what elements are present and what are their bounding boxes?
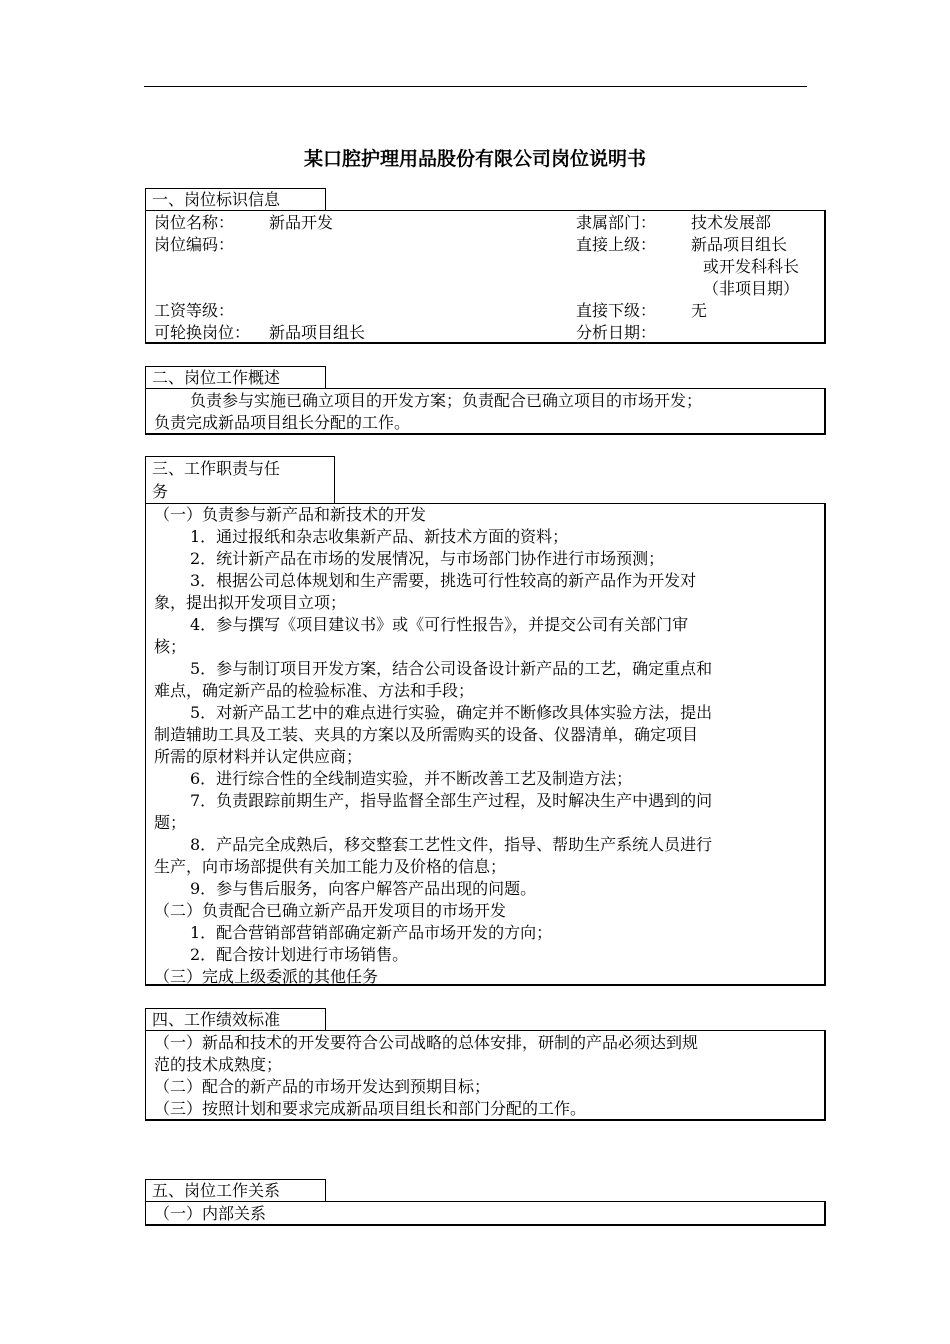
section-3-heading-line-1: 三、工作职责与任: [152, 459, 281, 478]
duty-line: 3．根据公司总体规划和生产需要，挑选可行性较高的新产品作为开发对: [190, 571, 697, 590]
post-name-label: 岗位名称：: [154, 213, 235, 232]
duty-line: 2．统计新产品在市场的发展情况，与市场部门协作进行市场预测；: [190, 549, 665, 568]
duty-line: 生产，向市场部提供有关加工能力及价格的信息；: [154, 857, 507, 876]
section-2-box: [145, 388, 826, 435]
duty-line: 5．对新产品工艺中的难点进行实验，确定并不断修改具体实验方法，提出: [190, 703, 713, 722]
section-3-heading: [145, 456, 335, 504]
duty-line: 题；: [154, 813, 187, 832]
duty-line: 2．配合按计划进行市场销售。: [190, 945, 409, 964]
duty-line: 核；: [154, 637, 187, 656]
rotation-value: 新品项目组长: [269, 323, 366, 342]
duty-line: （二）负责配合已确立新产品开发项目的市场开发: [154, 901, 507, 920]
duty-line: 制造辅助工具及工装、夹具的方案以及所需购买的设备、仪器清单，确定项目: [154, 725, 699, 744]
section-3-heading-line-2: 务: [152, 482, 169, 501]
duty-line: 1．配合营销部营销部确定新产品市场开发的方向；: [190, 923, 553, 942]
overview-line-2: 负责完成新品项目组长分配的工作。: [154, 413, 411, 432]
section-4-box: [145, 1030, 826, 1121]
duty-line: 9．参与售后服务，向客户解答产品出现的问题。: [190, 879, 537, 898]
section-5-heading-text: 五、岗位工作关系: [152, 1181, 281, 1200]
duty-line: 所需的原材料并认定供应商；: [154, 747, 363, 766]
performance-line: （一）新品和技术的开发要符合公司战略的总体安排，研制的产品必须达到规: [154, 1033, 699, 1052]
superior-value-3: （非项目期）: [703, 279, 800, 298]
duty-line: 5．参与制订项目开发方案，结合公司设备设计新产品的工艺，确定重点和: [190, 659, 713, 678]
duties-list: [146, 504, 824, 988]
performance-line: （三）按照计划和要求完成新品项目组长和部门分配的工作。: [154, 1099, 587, 1118]
section-1-heading-text: 一、岗位标识信息: [152, 190, 281, 209]
page-title: 某口腔护理用品股份有限公司岗位说明书: [303, 148, 646, 170]
salary-label: 工资等级：: [154, 301, 235, 320]
subordinate-value: 无: [691, 301, 708, 320]
duty-line: （一）负责参与新产品和新技术的开发: [154, 505, 427, 524]
performance-line: 范的技术成熟度；: [154, 1055, 283, 1074]
duty-line: 7．负责跟踪前期生产，指导监督全部生产过程，及时解决生产中遇到的问: [190, 791, 713, 810]
superior-value-2: 或开发科科长: [703, 257, 800, 276]
section-3-box: [145, 503, 826, 986]
rotation-label: 可轮换岗位：: [154, 323, 251, 342]
dept-value: 技术发展部: [691, 213, 772, 232]
subordinate-label: 直接下级：: [576, 301, 657, 320]
duty-line: 8．产品完全成熟后，移交整套工艺性文件，指导、帮助生产系统人员进行: [190, 835, 713, 854]
section-5-heading: [145, 1179, 326, 1202]
duty-line: 象，提出拟开发项目立项；: [154, 593, 347, 612]
section-5-box: [145, 1201, 826, 1226]
performance-line: （二）配合的新产品的市场开发达到预期目标；: [154, 1077, 491, 1096]
duty-line: 6．进行综合性的全线制造实验，并不断改善工艺及制造方法；: [190, 769, 633, 788]
section-1-heading: [145, 188, 326, 211]
duty-line: 4．参与撰写《项目建议书》或《可行性报告》，并提交公司有关部门审: [190, 615, 689, 634]
duty-line: 难点，确定新产品的检验标准、方法和手段；: [154, 681, 475, 700]
section-2-heading-text: 二、岗位工作概述: [152, 368, 281, 387]
superior-label: 直接上级：: [576, 235, 657, 254]
post-code-label: 岗位编码：: [154, 235, 235, 254]
dept-label: 隶属部门：: [576, 213, 657, 232]
overview-line-1: 负责参与实施已确立项目的开发方案；负责配合已确立项目的市场开发；: [190, 391, 703, 410]
section-2-heading: [145, 366, 326, 389]
internal-relations-label: （一）内部关系: [154, 1204, 267, 1223]
section-1-box: [145, 210, 826, 344]
duty-line: （三）完成上级委派的其他任务: [154, 967, 379, 986]
analysis-date-label: 分析日期：: [576, 323, 657, 342]
superior-value-1: 新品项目组长: [691, 235, 788, 254]
section-4-heading-text: 四、工作绩效标准: [152, 1010, 281, 1029]
section-4-heading: [145, 1008, 326, 1031]
duty-line: 1．通过报纸和杂志收集新产品、新技术方面的资料；: [190, 527, 569, 546]
post-name-value: 新品开发: [269, 213, 334, 232]
header-rule: [144, 86, 807, 87]
